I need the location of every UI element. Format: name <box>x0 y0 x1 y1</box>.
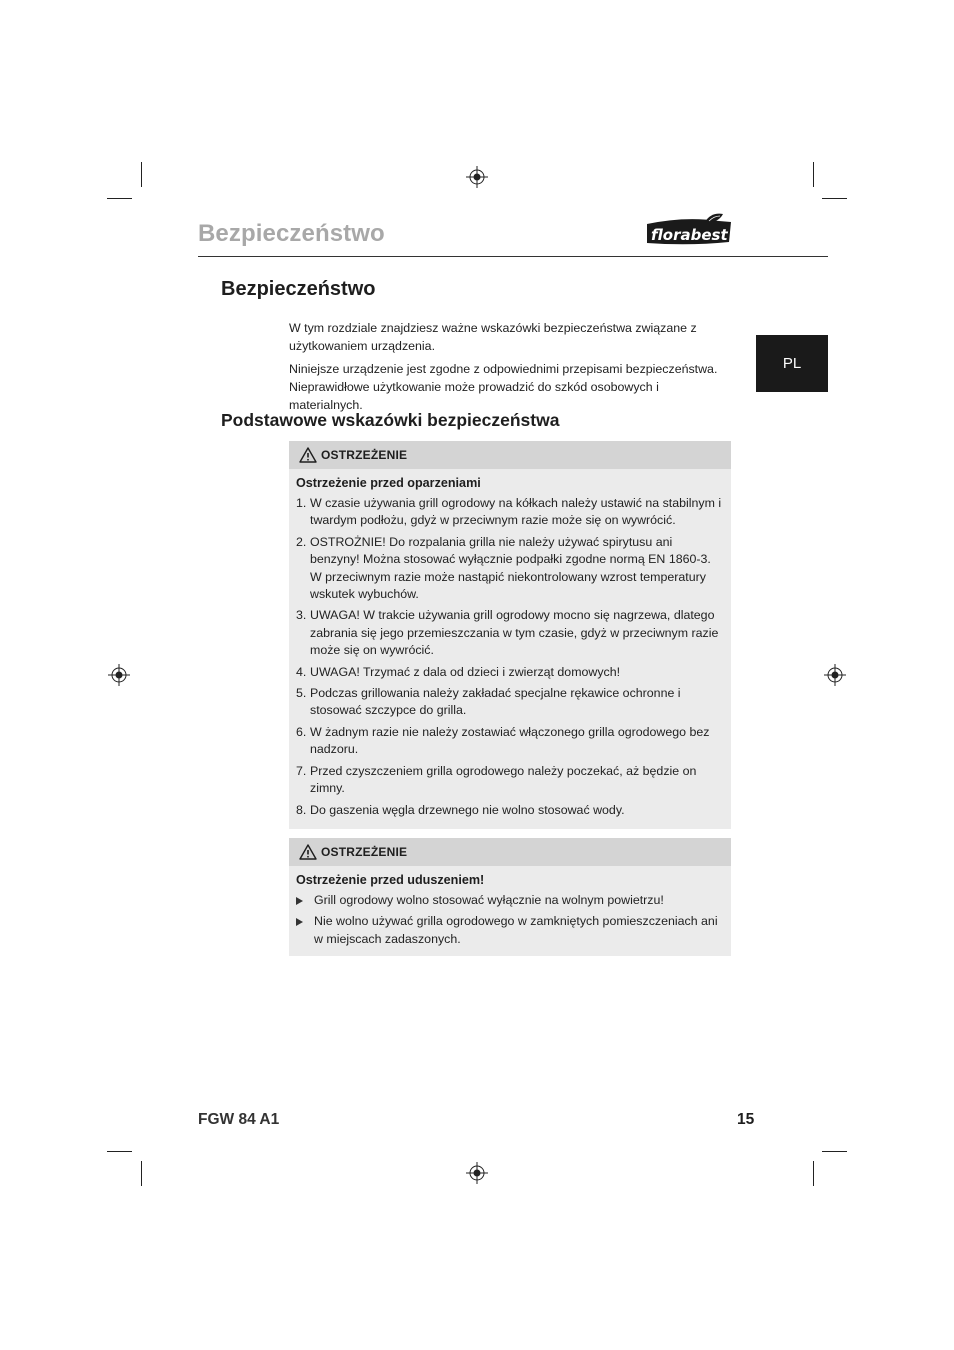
item-number: 2. <box>296 534 307 549</box>
item-text: W żadnym razie nie należy zostawiać włączonego grilla ogrodowego bez nadzoru. <box>310 724 710 757</box>
warning-triangle-icon <box>299 447 317 463</box>
warning-triangle-icon <box>299 844 317 860</box>
registration-mark-icon <box>108 664 130 686</box>
item-text: UWAGA! Trzymać z dala od dzieci i zwierząt domowych! <box>310 664 621 679</box>
model-number: FGW 84 A1 <box>198 1111 280 1128</box>
list-item <box>296 534 723 604</box>
crop-mark <box>107 1151 132 1152</box>
language-tab: PL <box>756 335 828 392</box>
warning-list <box>289 495 731 829</box>
registration-mark-icon <box>824 664 846 686</box>
item-number: 6. <box>296 724 307 739</box>
item-text: Do gaszenia węgla drzewnego nie wolno stosować wody. <box>310 802 625 817</box>
list-item <box>296 892 723 909</box>
warning-box-burns <box>289 441 731 829</box>
arrow-bullet-icon <box>296 918 303 926</box>
registration-mark-icon <box>466 1162 488 1184</box>
warning-subtitle: Ostrzeżenie przed uduszeniem! <box>296 873 485 887</box>
header-rule <box>198 256 828 257</box>
crop-mark <box>822 1151 847 1152</box>
item-number: 1. <box>296 496 307 510</box>
list-item <box>296 607 723 659</box>
crop-mark <box>813 162 814 187</box>
item-number: 7. <box>296 763 307 778</box>
arrow-bullet-icon <box>296 897 303 905</box>
item-number: 4. <box>296 664 307 679</box>
page-number: 15 <box>737 1111 755 1128</box>
warning-label: OSTRZEŻENIE <box>321 845 408 859</box>
item-text: OSTROŻNIE! Do rozpalania grilla nie należy używać spirytusu ani benzyny! Można stosować wyłącznie podpałki zgodne normą EN 1860-3. W przeciwnym razie może nastąpić niekontrolowany wzrost temperatury wskutek wybuchów. <box>310 534 711 602</box>
warning-bullet-list <box>289 892 731 956</box>
logo-text: florabest <box>651 226 728 244</box>
item-text: Nie wolno używać grilla ogrodowego w zamkniętych pomieszczeniach ani w miejscach zadaszonych. <box>314 914 718 946</box>
florabest-logo <box>645 212 733 246</box>
subsection-title: Podstawowe wskazówki bezpieczeństwa <box>221 410 560 430</box>
list-item <box>296 913 723 948</box>
intro-paragraph: W tym rozdziale znajdziesz ważne wskazówki bezpieczeństwa związane z użytkowaniem urządzenia. <box>289 321 697 353</box>
warning-subtitle: Ostrzeżenie przed oparzeniami <box>296 476 481 490</box>
item-number: 3. <box>296 608 307 623</box>
item-text: Przed czyszczeniem grilla ogrodowego należy poczekać, aż będzie on zimny. <box>310 763 697 796</box>
running-title: Bezpieczeństwo <box>198 220 385 247</box>
warning-box-suffocation <box>289 838 731 956</box>
item-text: Grill ogrodowy wolno stosować wyłącznie na wolnym powietrzu! <box>314 893 664 907</box>
section-title: Bezpieczeństwo <box>221 278 376 300</box>
list-item <box>296 763 723 798</box>
list-item <box>296 685 723 720</box>
list-item <box>296 664 723 681</box>
list-item <box>296 802 723 819</box>
list-item <box>296 495 723 530</box>
crop-mark <box>141 1161 142 1186</box>
crop-mark <box>813 1161 814 1186</box>
warning-header <box>289 838 731 866</box>
registration-mark-icon <box>466 166 488 188</box>
crop-mark <box>107 198 132 199</box>
warning-label: OSTRZEŻENIE <box>321 448 408 462</box>
item-number: 8. <box>296 802 307 817</box>
warning-header <box>289 441 731 469</box>
item-number: 5. <box>296 686 307 701</box>
crop-mark <box>822 198 847 199</box>
item-text: UWAGA! W trakcie używania grill ogrodowy mocno się nagrzewa, dlatego zabrania się jego przemieszczania w tym czasie, gdyż w przeciwnym razie może się on wywrócić. <box>310 608 719 658</box>
list-item <box>296 724 723 759</box>
item-text: Podczas grillowania należy zakładać specjalne rękawice ochronne i stosować szczypce do grilla. <box>310 686 681 718</box>
compliance-paragraph: Niniejsze urządzenie jest zgodne z odpowiednimi przepisami bezpieczeństwa. Nieprawidłowe użytkowanie może prowadzić do szkód osobowych i materialnych. <box>289 362 718 412</box>
crop-mark <box>141 162 142 187</box>
item-text: W czasie używania grill ogrodowy na kółkach należy ustawić na stabilnym i twardym podłożu, gdyż w przeciwnym razie może się on wywrócić. <box>310 496 722 528</box>
